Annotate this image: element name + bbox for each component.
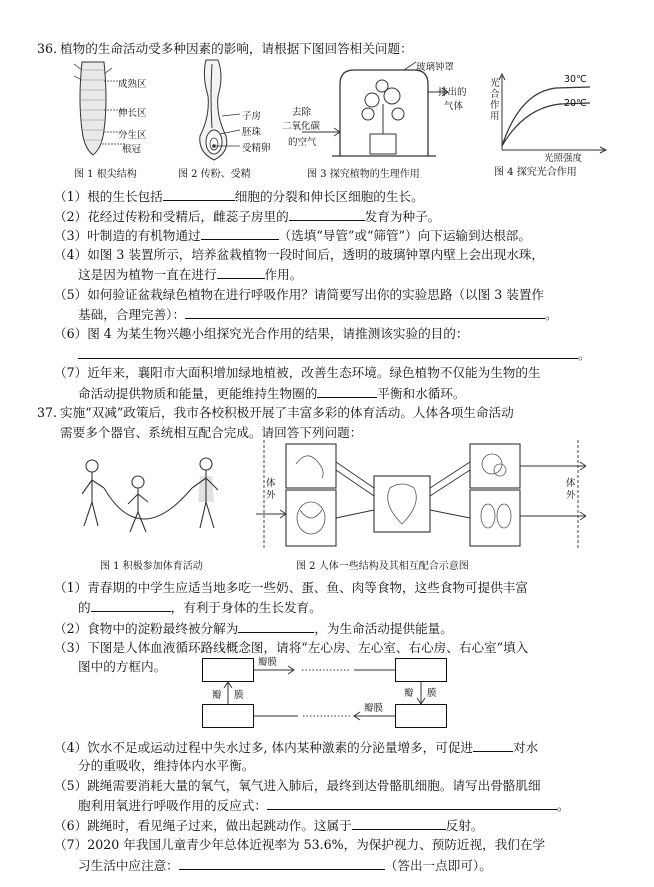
valve-right-a: 瓣 [404,688,414,699]
fig3-caption: 图 3 探究植物的生理作用 [307,169,420,180]
fig3-label-gas: 气体 [444,101,464,112]
fig2-outside-right: 体 外 [566,478,576,501]
q37-item-5: （5）跳绳需要消耗大量的氧气，氧气进入肺后，最终到达骨骼肌细胞。请写出骨骼肌细 [54,778,541,793]
q36-fig2 [186,56,286,164]
pistil-illustration [186,56,286,164]
answer-blank[interactable] [289,207,365,221]
fig2-label-ovule: 胚珠 [242,127,262,138]
q37-item-1-cont: 的 ，有利于身体的生长发育。 [78,600,322,615]
answer-blank[interactable] [238,619,314,633]
fig2-label-ovary: 子房 [242,111,262,122]
fig2-outside-left: 体 外 [266,478,276,501]
fig2-label-zygote: 受精卵 [242,143,271,154]
fig3-label-remove: 去除 [292,107,312,118]
q37-fig2 [256,440,586,550]
fig1-label-meristem: 分生区 [118,130,147,141]
q37-item-4: （4）饮水不足或运动过程中失水过多, 体内某种激素的分泌量增多，可促进 对水 [54,740,539,755]
fig1-label-mature: 成熟区 [118,79,147,90]
concept-map-arrows [190,650,460,734]
valve-left-b: 膜 [234,690,244,701]
q37-stem-1: 实施“双减”政策后，我市各校积极开展了丰富多彩的体育活动。人体各项生命活动 [60,405,514,420]
q37-item-3: （3）下图是人体血液循环路线概念图，请将“左心房、左心室、右心房、右心室”填入 [54,640,529,655]
q36-stem: 植物的生命活动受多种因素的影响，请根据下图回答相关问题： [60,41,413,56]
q37-item-1: （1）青春期的中学生应适当地多吃一些奶、蛋、鱼、肉等食物，这些食物可提供丰富 [54,580,528,595]
answer-blank[interactable] [317,384,377,398]
photosynthesis-chart [484,70,614,162]
q36-item-7-cont: 命活动提供物质和能量，更能维持生物圈的 平衡和水循环。 [78,386,466,401]
fig4-series-30: 30℃ [564,74,587,85]
fig4-caption: 图 4 探究光合作用 [494,167,577,178]
answer-blank[interactable] [352,816,446,830]
fig3-label-belljar: 玻璃钟罩 [416,62,455,73]
q36-fig1 [68,60,168,160]
q37-item-6: （6）跳绳时，看见绳子过来，做出起跳动作。这属于 反射。 [54,818,484,833]
fig3-label-air: 的空气 [288,137,317,148]
q37-item-2: （2）食物中的淀粉最终被分解为 ，为生命活动提供能量。 [54,621,453,636]
answer-blank[interactable] [163,187,235,201]
fig4-series-20: 20℃ [564,98,587,109]
q36-item-1: （1）根的生长包括 细胞的分裂和伸长区细胞的生长。 [54,189,424,204]
fig1-label-elongation: 伸长区 [118,108,147,119]
q36-item-3: （3）叶制造的有机物通过 （选填“导管”或“筛管”）向下运输到达根部。 [54,228,531,243]
answer-blank[interactable] [91,598,171,612]
q37-item-5-cont: 胞利用氧进行呼吸作用的反应式： 。 [78,798,570,813]
q37-stem-2: 需要多个器官、系统相互配合完成。请回答下列问题： [60,425,363,440]
valve-left-a: 瓣 [212,690,222,701]
q36-item-4-cont: 这是因为植物一直在进行 作用。 [78,267,303,282]
fig1-label-rootcap: 根冠 [122,144,142,155]
fig1-caption: 图 1 根尖结构 [74,169,137,180]
fig4-xlabel: 光照强度 [544,153,583,164]
valve-label-bottom: 瓣膜 [364,703,384,714]
q37-item-7: （7）2020 年我国儿童青少年总体近视率为 53.6%，为保护视力、预防近视，我们在学 [54,837,546,852]
fig2-caption: 图 2 传粉、受精 [178,169,251,180]
circulation-concept-map [190,650,460,734]
answer-blank[interactable] [179,856,385,870]
q37-item-4-cont: 分的重吸收，维持体内水平衡。 [78,758,255,773]
answer-blank[interactable] [78,345,578,359]
answer-blank[interactable] [473,738,513,752]
answer-blank[interactable] [217,265,265,279]
valve-right-b: 膜 [427,688,437,699]
answer-blank[interactable] [185,305,545,319]
q37-item-7-cont: 习生活中应注意： （答出一点即可）。 [78,858,492,873]
q36-item-6: （6）图 4 为某生物兴趣小组探究光合作用的结果，请推测该实验的目的： [54,326,469,341]
q36-item-7: （7）近年来，襄阳市大面积增加绿地植被，改善生态环境。绿色植物不仅能为生物的生 [54,365,541,380]
fig3-label-co2: 二氧化碳 [282,121,321,132]
q37-fig1 [76,446,226,550]
q36-number: 36. [37,41,58,56]
series-20c-line [502,103,590,146]
q36-item-6-cont: 。 [78,345,591,364]
q36-item-4: （4）如图 3 装置所示，培养盆栽植物一段时间后，透明的玻璃钟罩内壁上会出现水珠， [54,247,545,262]
q36-fig4 [484,70,614,162]
answer-blank[interactable] [201,226,279,240]
body-systems-diagram [256,440,586,550]
fig4-ylabel: 光 合 作 用 [490,78,500,122]
q36-item-5-cont: 基础，合理完善）： 。 [78,307,558,322]
fig3-label-exhaust: 排出的 [438,87,467,98]
q36-item-2: （2）花经过传粉和受精后，雌蕊子房里的 发育为种子。 [54,209,441,224]
q36-item-5: （5）如何验证盆栽绿色植物在进行呼吸作用？请简要写出你的实验思路（以图 3 装置作 [54,287,545,302]
q37-fig2-caption: 图 2 人体一些结构及其相互配合示意图 [296,561,469,572]
q37-number: 37. [37,405,58,420]
rope-skipping-illustration [76,446,226,550]
q36-fig3 [282,56,472,164]
valve-label-top: 瓣膜 [258,657,278,668]
q37-item-3-cont: 图中的方框内。 [78,659,167,674]
answer-blank[interactable] [267,796,557,810]
q37-fig1-caption: 图 1 积极参加体育活动 [100,561,203,572]
series-30c-line [502,87,590,146]
